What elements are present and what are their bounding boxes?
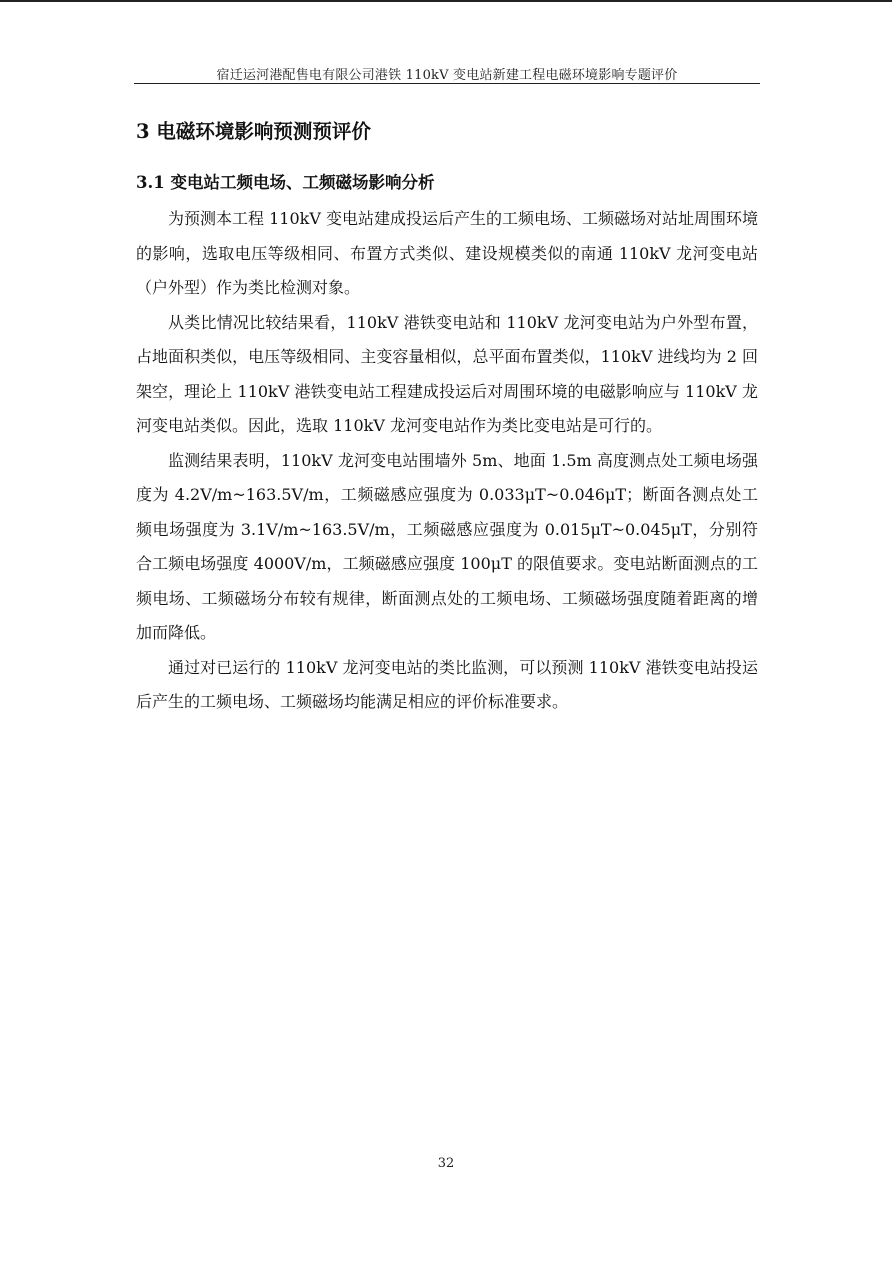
- section-heading: 3 电磁环境影响预测预评价: [136, 120, 371, 143]
- running-header: 宿迁运河港配售电有限公司港铁 110kV 变电站新建工程电磁环境影响专题评价: [216, 68, 678, 83]
- page-top-border: [0, 0, 892, 2]
- document-body: [136, 118, 758, 720]
- header-rule: [134, 83, 760, 84]
- paragraph-analogy-selection: 为预测本工程 110kV 变电站建成投运后产生的工频电场、工频磁场对站址周围环境的影响，选取电压等级相同、布置方式类似、建设规模类似的南通 110kV 龙河变电站（户外型）作为类比检测对象。: [136, 209, 758, 297]
- paragraph-comparison: 从类比情况比较结果看，110kV 港铁变电站和 110kV 龙河变电站为户外型布置，占地面积类似，电压等级相同、主变容量相似，总平面布置类似，110kV 进线均为 2 回架空，理论上 110kV 港铁变电站工程建成投运后对周围环境的电磁影响应与 110kV 龙河变电站类似。因此，选取 110kV 龙河变电站作为类比变电站是可行的。: [136, 312, 758, 435]
- paragraph-monitoring-results: 监测结果表明，110kV 龙河变电站围墙外 5m、地面 1.5m 高度测点处工频电场强度为 4.2V/m~163.5V/m，工频磁感应强度为 0.033μT~0.046μT；断面各测点处工频电场强度为 3.1V/m~163.5V/m，工频磁感应强度为 0.015μT~0.045μT，分别符合工频电场强度 4000V/m，工频磁感应强度 100μT 的限值要求。变电站断面测点的工频电场、工频磁场分布较有规律，断面测点处的工频电场、工频磁场强度随着距离的增加而降低。: [136, 450, 758, 642]
- page-number: 32: [437, 1156, 455, 1171]
- subsection-heading: 3.1 变电站工频电场、工频磁场影响分析: [136, 173, 435, 192]
- paragraph-conclusion: 通过对已运行的 110kV 龙河变电站的类比监测，可以预测 110kV 港铁变电站投运后产生的工频电场、工频磁场均能满足相应的评价标准要求。: [136, 657, 758, 711]
